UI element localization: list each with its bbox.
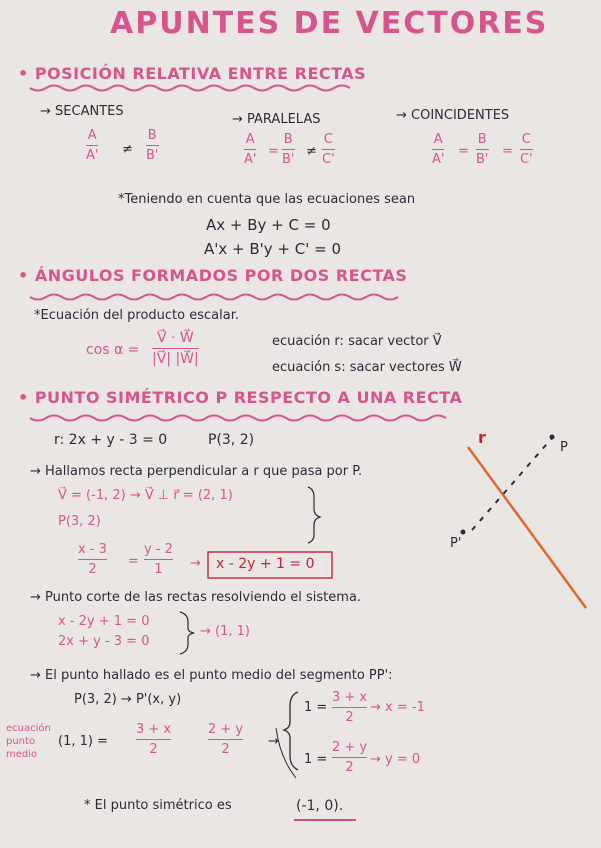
line-r [468, 447, 586, 608]
step-3: → El punto hallado es el punto medio del segmento PP': [30, 668, 393, 683]
system-brace [180, 612, 194, 654]
operator: = [128, 554, 139, 569]
system-eq-1: x - 2y + 1 = 0 [58, 614, 150, 629]
s-vector-note: ecuación s: sacar vectores W⃗ [272, 360, 462, 375]
solve-x-result: → x = -1 [370, 700, 425, 715]
heading3-underline [30, 416, 446, 421]
heading2-underline [30, 295, 398, 300]
bullet: • [18, 388, 29, 407]
solve-brace [284, 692, 298, 770]
system-eq-2: 2x + y - 3 = 0 [58, 634, 150, 649]
operator: = [502, 144, 513, 159]
solve-x-fraction: 3 + x 2 [332, 690, 368, 725]
fraction: A A' [244, 132, 257, 167]
fraction: A A' [432, 132, 445, 167]
midpoint-arrow: → [268, 734, 279, 749]
paralelas-label: → PARALELAS [232, 112, 321, 127]
diagram-p-prime-label: P' [450, 536, 462, 551]
diagram-r-label: r [478, 428, 486, 447]
coincidentes-label: → COINCIDENTES [396, 108, 510, 123]
section3-heading: • PUNTO SIMÉTRICO P RESPECTO A UNA RECTA [18, 388, 463, 407]
equations-note: *Teniendo en cuenta que las ecuaciones sean [118, 192, 416, 207]
system-result: → (1, 1) [200, 624, 250, 639]
operator: = [268, 144, 279, 159]
section1-heading: • POSICIÓN RELATIVA ENTRE RECTAS [18, 64, 367, 83]
bullet: • [18, 64, 29, 83]
fraction: B B' [146, 128, 159, 163]
point-p-prime [461, 530, 466, 535]
section2-heading: • ÁNGULOS FORMADOS POR DOS RECTAS [18, 266, 408, 285]
page-title: APUNTES DE VECTORES [110, 6, 549, 41]
r-vector-note: ecuación r: sacar vector V⃗ [272, 334, 442, 349]
operator: ≠ [122, 142, 133, 157]
solve-x-lhs: 1 = [304, 700, 328, 715]
fraction: A A' [86, 128, 99, 163]
step-1: → Hallamos recta perpendicular a r que pasa por P. [30, 464, 363, 479]
diagram-p-label: P [560, 440, 568, 455]
equation-1: Ax + By + C = 0 [206, 216, 331, 234]
bullet: • [18, 266, 29, 285]
vec-brace [308, 487, 320, 543]
scalar-product-note: *Ecuación del producto escalar. [34, 308, 239, 323]
perpendicular-line: x - 2y + 1 = 0 [216, 556, 315, 572]
point-p [550, 435, 555, 440]
cos-label: cos α = [86, 342, 140, 358]
fraction-y: y - 2 1 [144, 542, 173, 577]
p-to-p-prime: P(3, 2) → P'(x, y) [74, 692, 182, 707]
vector-relation: V⃗ = (-1, 2) → V⃗ ⊥ r⃗ = (2, 1) [58, 488, 233, 503]
fraction: C C' [520, 132, 533, 167]
point-p-again: P(3, 2) [58, 514, 101, 529]
midpoint-y-fraction: 2 + y 2 [208, 722, 244, 757]
fraction: B B' [476, 132, 489, 167]
operator: → [190, 556, 201, 571]
fraction: C C' [322, 132, 335, 167]
answer-arrow [276, 728, 296, 778]
fraction-x: x - 3 2 [78, 542, 107, 577]
midpoint-lhs: (1, 1) = [58, 734, 108, 749]
point-p-coords: P(3, 2) [208, 432, 255, 448]
cosine-fraction: V⃗ · W⃗ |V⃗| |W⃗| [152, 330, 199, 367]
solve-y-fraction: 2 + y 2 [332, 740, 368, 775]
equation-2: A'x + B'y + C' = 0 [204, 240, 342, 258]
operator: = [458, 144, 469, 159]
solve-y-result: → y = 0 [370, 752, 421, 767]
midpoint-side-note: ecuación punto medio [6, 723, 51, 760]
solve-y-lhs: 1 = [304, 752, 328, 767]
heading1-underline [30, 86, 350, 91]
operator: ≠ [306, 144, 317, 159]
conclusion: * El punto simétrico es [84, 798, 232, 813]
midpoint-x-fraction: 3 + x 2 [136, 722, 172, 757]
fraction: B B' [282, 132, 295, 167]
line-r-equation: r: 2x + y - 3 = 0 [54, 432, 168, 448]
answer: (-1, 0). [296, 798, 344, 814]
perpendicular-dashed [472, 438, 552, 530]
step-2: → Punto corte de las rectas resolviendo el sistema. [30, 590, 362, 605]
secantes-label: → SECANTES [40, 104, 124, 119]
